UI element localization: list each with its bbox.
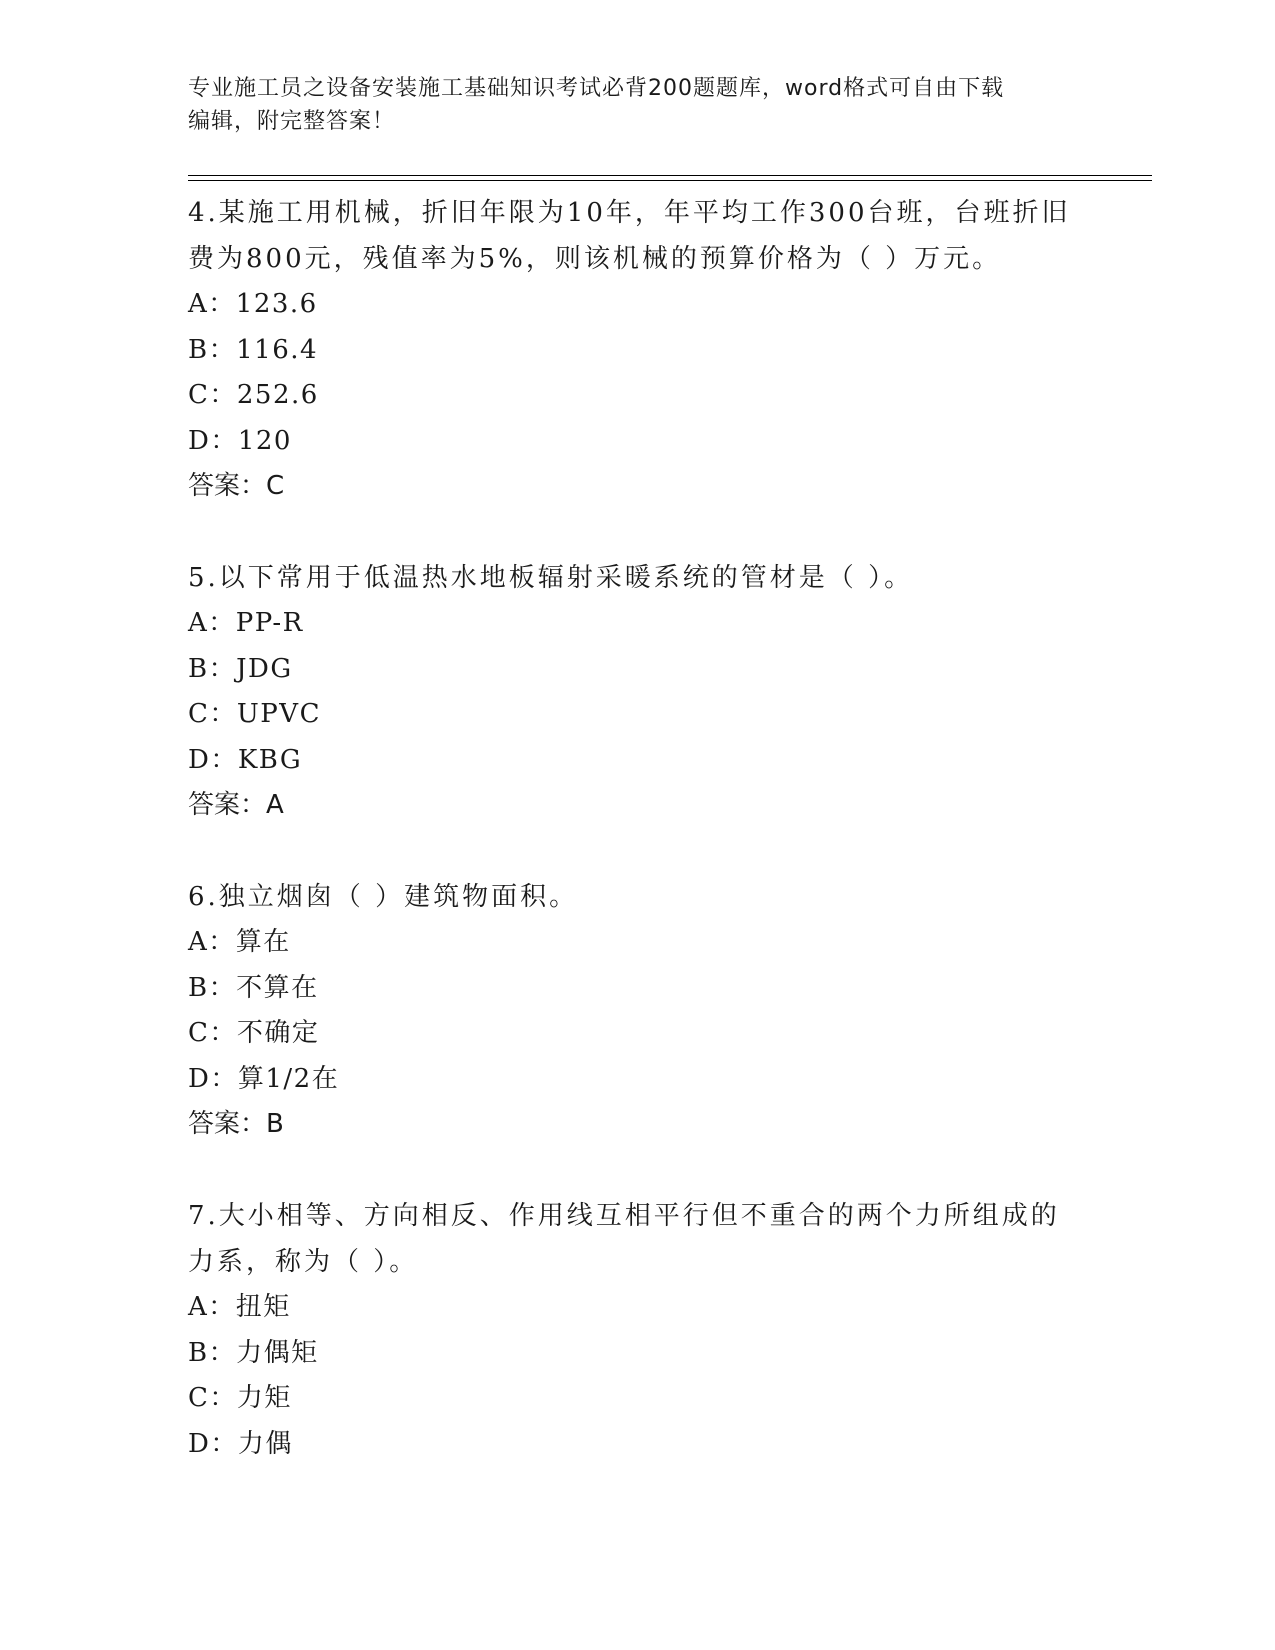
option-c: C：不确定 (188, 1018, 320, 1048)
question-text: 6.独立烟囱（ ）建筑物面积。 (188, 882, 579, 912)
answer: 答案：A (188, 790, 284, 820)
header-line-2: 编辑，附完整答案！ (188, 109, 396, 134)
header-line-1: 专业施工员之设备安装施工基础知识考试必背200题题库，word格式可自由下载 (188, 76, 1005, 101)
option-b: B：JDG (188, 653, 293, 684)
question-text-continued: 力系，称为（ ）。 (188, 1247, 419, 1277)
header-divider-bottom (188, 180, 1152, 181)
question-text-continued: 费为800元，残值率为5%，则该机械的预算价格为（ ）万元。 (188, 244, 1002, 274)
option-d: D：120 (188, 425, 292, 456)
document-header (188, 72, 1088, 138)
option-b: B：116.4 (188, 334, 319, 365)
answer: 答案：C (188, 471, 285, 501)
answer: 答案：B (188, 1109, 284, 1139)
option-c: C：力矩 (188, 1383, 292, 1413)
question-text: 5.以下常用于低温热水地板辐射采暖系统的管材是（ ）。 (188, 563, 914, 593)
option-a: A：PP-R (188, 608, 304, 638)
option-d: D：KBG (188, 744, 303, 775)
option-a: A：123.6 (188, 289, 318, 319)
question-4 (188, 190, 1088, 508)
option-b: B：力偶矩 (188, 1337, 319, 1368)
question-5 (188, 555, 1088, 827)
option-d: D：力偶 (188, 1428, 293, 1459)
option-a: A：扭矩 (188, 1292, 291, 1322)
option-d: D：算1/2在 (188, 1063, 340, 1094)
option-b: B：不算在 (188, 972, 319, 1003)
question-7 (188, 1193, 1088, 1467)
option-a: A：算在 (188, 927, 291, 957)
option-c: C：252.6 (188, 380, 319, 410)
question-6 (188, 874, 1088, 1146)
option-c: C：UPVC (188, 699, 321, 729)
header-divider-top (188, 175, 1152, 176)
question-list (188, 190, 1088, 1467)
question-text: 7.大小相等、方向相反、作用线互相平行但不重合的两个力所组成的 (188, 1201, 1060, 1231)
question-text: 4.某施工用机械，折旧年限为10年，年平均工作300台班，台班折旧 (188, 198, 1071, 228)
